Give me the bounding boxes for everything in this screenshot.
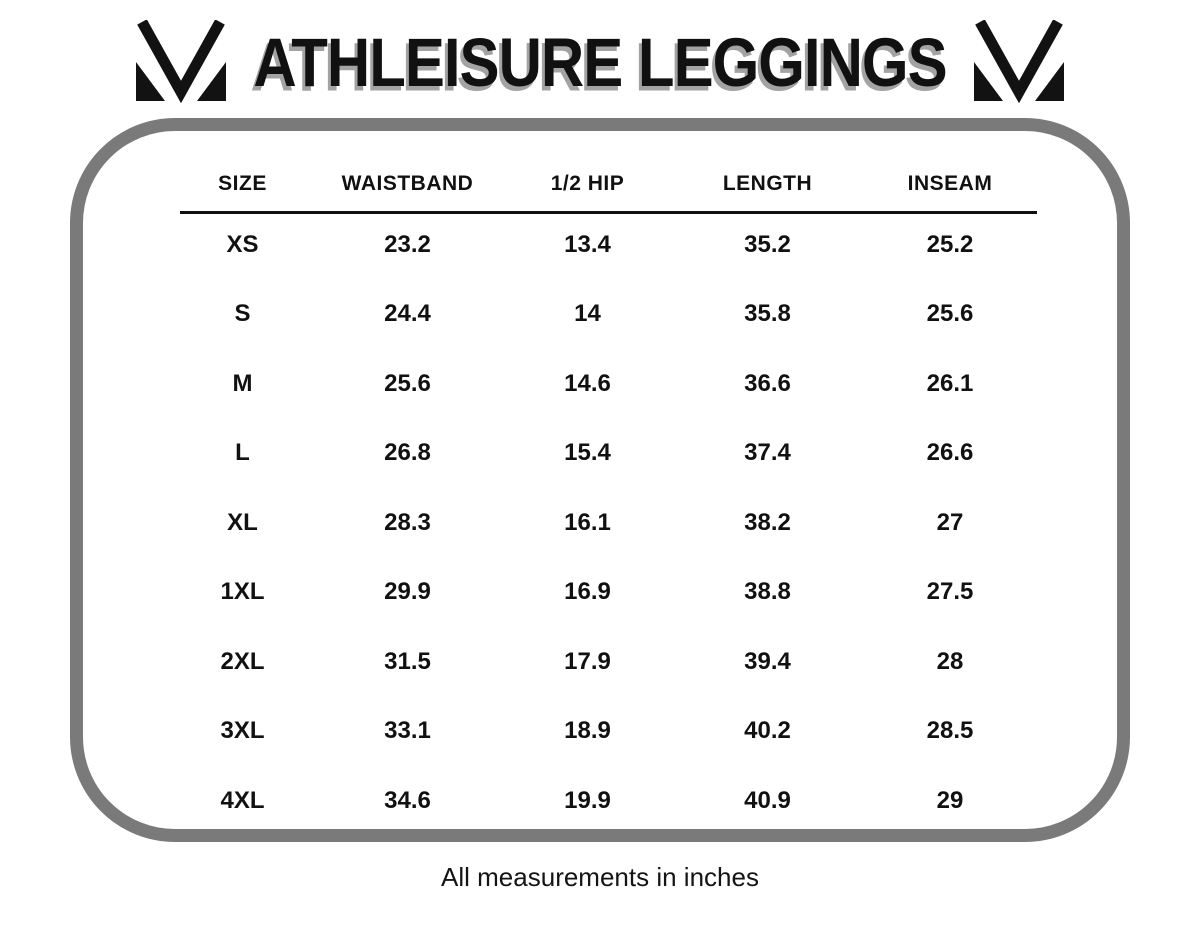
column-header-inseam: INSEAM — [907, 172, 993, 195]
brand-logo-right-icon — [969, 20, 1069, 104]
value-cell: 28 — [936, 647, 964, 675]
size-cell: 4XL — [220, 786, 265, 814]
value-cell: 23.2 — [384, 230, 431, 258]
size-cell: 1XL — [220, 578, 265, 606]
value-cell: 28.3 — [384, 508, 431, 536]
value-cell: 16.1 — [564, 508, 611, 536]
value-cell: 38.8 — [744, 578, 791, 606]
value-cell: 37.4 — [744, 439, 791, 467]
value-cell: 34.6 — [384, 786, 431, 814]
size-cell: L — [235, 439, 250, 467]
value-cell: 27.5 — [926, 578, 974, 606]
value-cell: 28.5 — [926, 717, 974, 745]
size-cell: XL — [227, 508, 258, 536]
column-header-waistband: WAISTBAND — [341, 172, 474, 195]
value-cell: 29 — [936, 786, 964, 814]
value-cell: 26.1 — [926, 369, 974, 397]
size-cell: M — [232, 369, 253, 397]
value-cell: 35.8 — [744, 300, 791, 328]
column-header-length: LENGTH — [722, 172, 813, 195]
value-cell: 25.2 — [926, 230, 974, 258]
value-cell: 27 — [936, 508, 964, 536]
value-cell: 35.2 — [744, 230, 791, 258]
value-cell: 15.4 — [564, 439, 611, 467]
measurements-note: All measurements in inches — [441, 862, 759, 892]
value-cell: 40.2 — [744, 717, 791, 745]
value-cell: 17.9 — [564, 647, 611, 675]
value-cell: 24.4 — [384, 300, 431, 328]
column-header-size: SIZE — [218, 172, 267, 195]
size-cell: 2XL — [220, 647, 265, 675]
value-cell: 25.6 — [926, 300, 974, 328]
value-cell: 26.8 — [384, 439, 431, 467]
value-cell: 38.2 — [744, 508, 791, 536]
size-cell: S — [234, 300, 251, 328]
size-cell: XS — [226, 230, 259, 258]
value-cell: 16.9 — [564, 578, 611, 606]
value-cell: 33.1 — [384, 717, 431, 745]
value-cell: 14.6 — [564, 369, 611, 397]
value-cell: 13.4 — [564, 230, 611, 258]
column-header-half-hip: 1/2 HIP — [550, 172, 625, 195]
size-cell: 3XL — [220, 717, 265, 745]
value-cell: 39.4 — [744, 647, 791, 675]
page-title: ATHLEISURE LEGGINGS — [253, 23, 947, 101]
value-cell: 26.6 — [926, 439, 974, 467]
size-table — [165, 158, 1045, 836]
value-cell: 25.6 — [384, 369, 431, 397]
value-cell: 36.6 — [744, 369, 791, 397]
value-cell: 14 — [574, 300, 601, 328]
value-cell: 31.5 — [384, 647, 431, 675]
title-row — [0, 14, 1200, 110]
value-cell: 40.9 — [744, 786, 791, 814]
value-cell: 19.9 — [564, 786, 611, 814]
value-cell: 29.9 — [384, 578, 431, 606]
brand-logo-left-icon — [131, 20, 231, 104]
value-cell: 18.9 — [564, 717, 611, 745]
